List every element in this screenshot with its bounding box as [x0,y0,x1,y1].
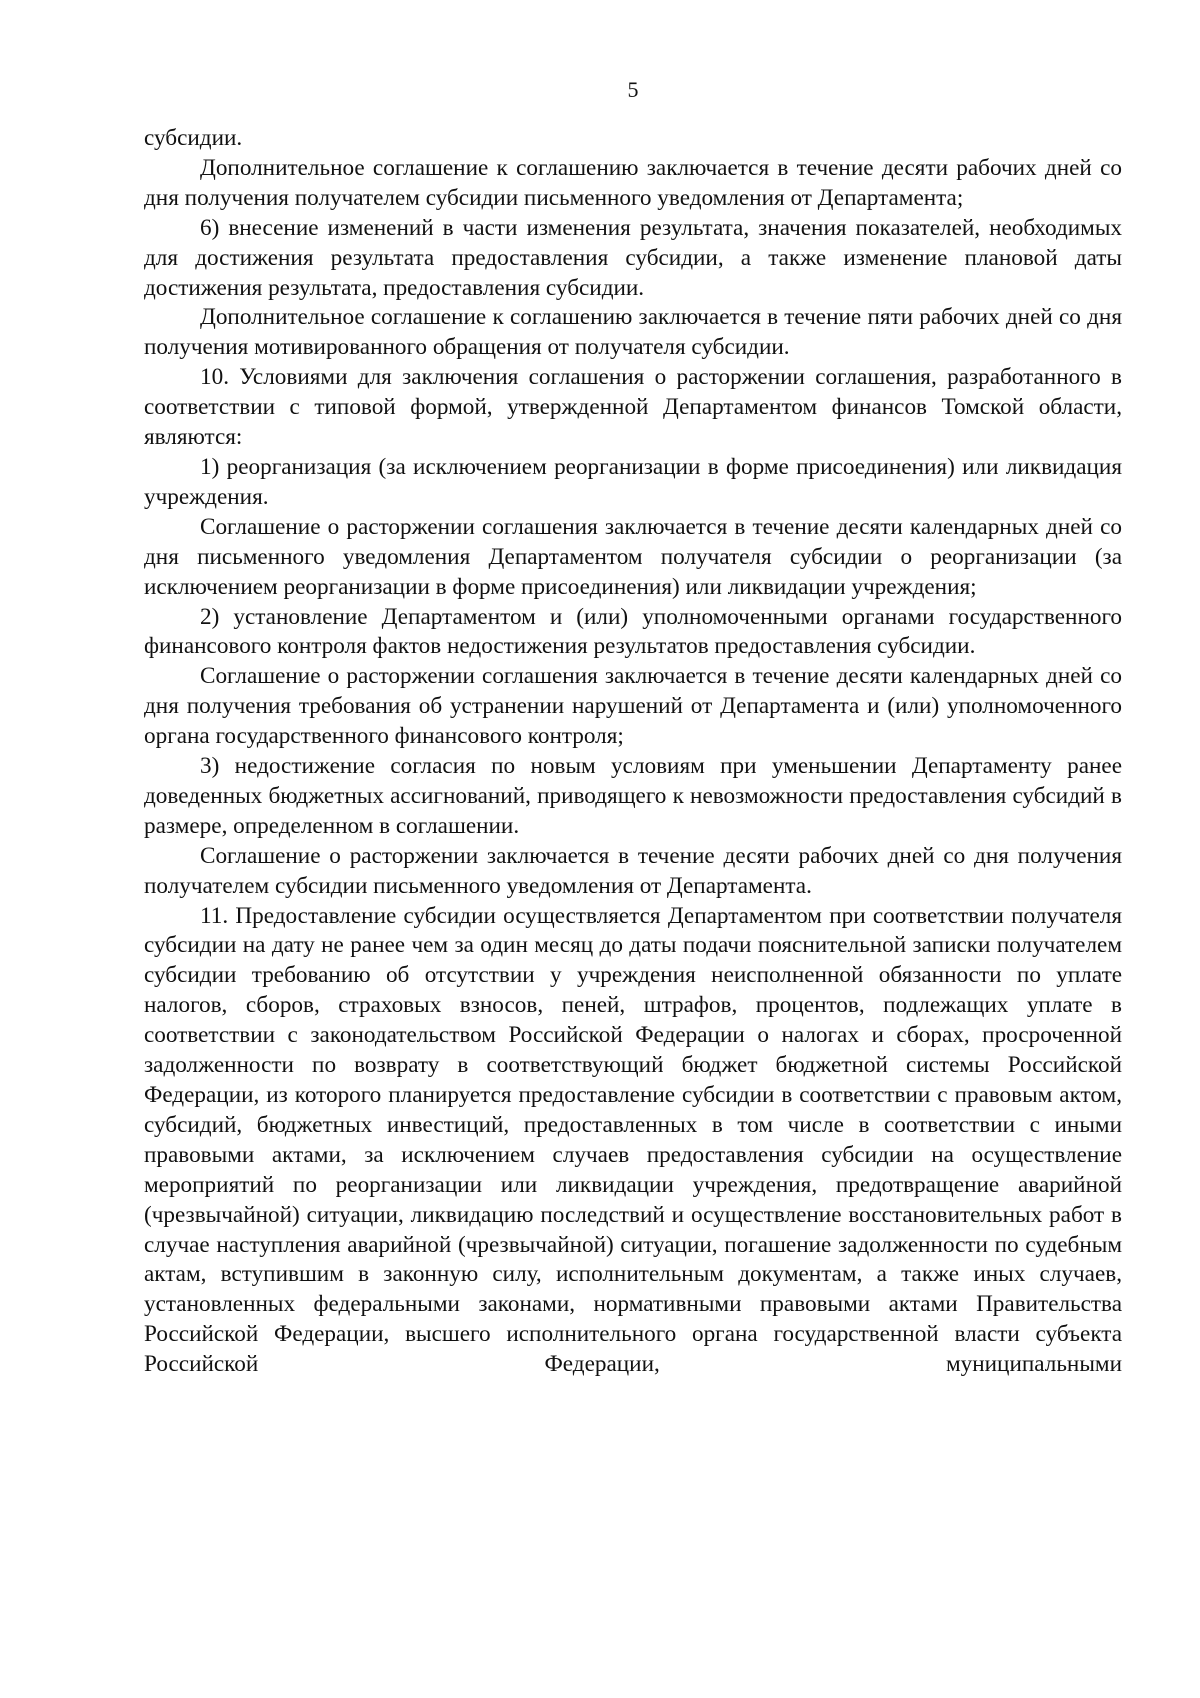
paragraph-item-2: 2) установление Департаментом и (или) уполномоченными органами государственного финансового контроля фактов недостижения результатов предоставления субсидии. [144,603,1122,660]
page-number: 5 [627,77,639,102]
paragraph-item-6: 6) внесение изменений в части изменения результата, значения показателей, необходимых для достижения результата предоставления субсидии, а также изменение плановой даты достижения результата, предоставления субсидии. [144,214,1122,301]
paragraph-termination-reorganization: Соглашение о расторжении соглашения заключается в течение десяти календарных дней со дня письменного уведомления Департаментом получателя субсидии о реорганизации (за исключением реорганизации в форме присоединения) или ликвидации учреждения; [144,513,1122,600]
paragraph-termination-violation: Соглашение о расторжении соглашения заключается в течение десяти календарных дней со дня получения требования об устранении нарушений от Департамента и (или) уполномоченного органа государственного финансового контроля; [144,663,1122,750]
paragraph-additional-agreement-request: Дополнительное соглашение к соглашению заключается в течение пяти рабочих дней со дня получения мотивированного обращения от получателя субсидии. [144,304,1122,361]
paragraph-termination-notice: Соглашение о расторжении заключается в течение десяти рабочих дней со дня получения получателем субсидии письменного уведомления от Департамента. [144,842,1122,899]
paragraph-continuation: субсидии. [144,125,243,151]
paragraph-additional-agreement-notice: Дополнительное соглашение к соглашению заключается в течение десяти рабочих дней со дня получения получателем субсидии письменного уведомления от Департамента; [144,154,1122,211]
paragraph-item-1: 1) реорганизация (за исключением реорганизации в форме присоединения) или ликвидация учреждения. [144,453,1122,510]
paragraph-section-10: 10. Условиями для заключения соглашения о расторжении соглашения, разработанного в соответствии с типовой формой, утвержденной Департаментом финансов Томской области, являются: [144,364,1122,451]
paragraph-item-3: 3) недостижение согласия по новым условиям при уменьшении Департаменту ранее доведенных бюджетных ассигнований, приводящего к невозможности предоставления субсидий в размере, определенном в соглашении. [144,753,1122,839]
document-body [144,124,1122,1380]
paragraph-section-11: 11. Предоставление субсидии осуществляется Департаментом при соответствии получателя субсидии на дату не ранее чем за один месяц до даты подачи пояснительной записки получателем субсидии требованию об отсутствии у учреждения неисполненной обязанности по уплате налогов, сборов, страховых взносов, пеней, штрафов, процентов, подлежащих уплате в соответствии с законодательством Российской Федерации о налогах и сборах, просроченной задолженности по возврату в соответствующий бюджет бюджетной системы Российской Федерации, из которого планируется предоставление субсидии в соответствии с правовым актом, субсидий, бюджетных инвестиций, предоставленных в том числе в соответствии с иными правовыми актами, за исключением случаев предоставления субсидии на осуществление мероприятий по реорганизации или ликвидации учреждения, предотвращение аварийной (чрезвычайной) ситуации, ликвидацию последствий и осуществление восстановительных работ в случае наступления аварийной (чрезвычайной) ситуации, погашение задолженности по судебным актам, вступившим в законную силу, исполнительным документам, а также иных случаев, установленных федеральными законами, нормативными правовыми актами Правительства Российской Федерации, высшего исполнительного органа государственной власти субъекта Российской Федерации, муниципальными [144,902,1122,1378]
